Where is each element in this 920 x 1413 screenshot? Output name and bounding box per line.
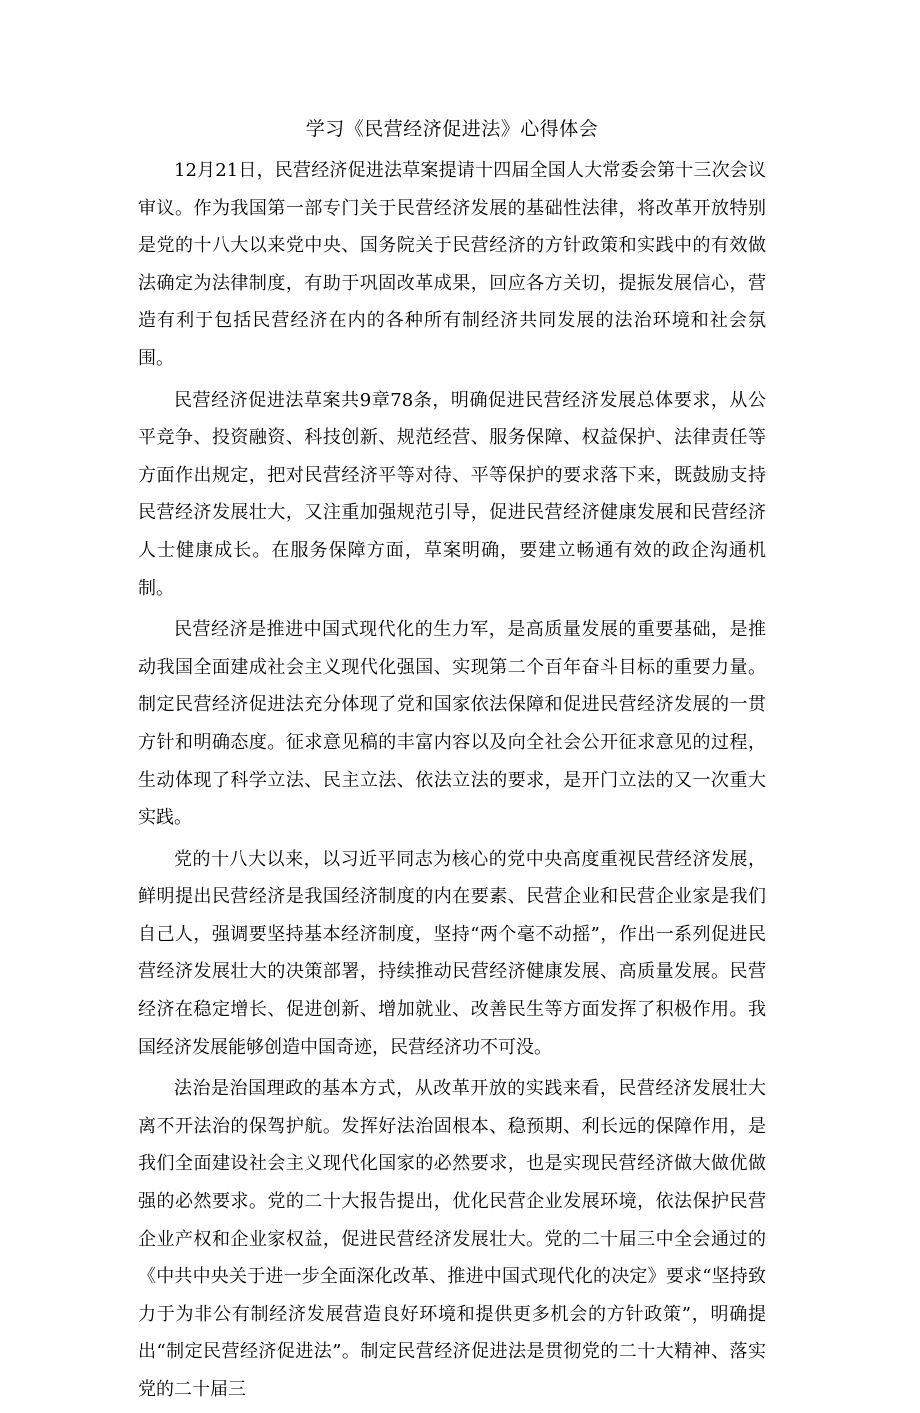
paragraph-3: 民营经济是推进中国式现代化的生力军，是高质量发展的重要基础，是推动我国全面建成社会主义现代化强国、实现第二个百年奋斗目标的重要力量。制定民营经济促进法充分体现了党和国家依法保障和促进民营经济发展的一贯方针和明确态度。征求意见稿的丰富内容以及向全社会公开征求意见的过程，生动体现了科学立法、民主立法、依法立法的要求，是开门立法的又一次重大实践。 (138, 619, 766, 829)
document-body (138, 112, 766, 1413)
document-title: 学习《民营经济促进法》心得体会 (305, 118, 599, 140)
paragraph-2: 民营经济促进法草案共9章78条，明确促进民营经济发展总体要求，从公平竞争、投资融资、科技创新、规范经营、服务保障、权益保护、法律责任等方面作出规定，把对民营经济平等对待、平等保护的要求落下来，既鼓励支持民营经济发展壮大，又注重加强规范引导，促进民营经济健康发展和民营经济人士健康成长。在服务保障方面，草案明确，要建立畅通有效的政企沟通机制。 (138, 389, 766, 599)
paragraph-1: 12月21日，民营经济促进法草案提请十四届全国人大常委会第十三次会议审议。作为我国第一部专门关于民营经济发展的基础性法律，将改革开放特别是党的十八大以来党中央、国务院关于民营经济的方针政策和实践中的有效做法确定为法律制度，有助于巩固改革成果，回应各方关切，提振发展信心，营造有利于包括民营经济在内的各种所有制经济共同发展的法治环境和社会氛围。 (138, 160, 766, 369)
paragraph-5: 法治是治国理政的基本方式，从改革开放的实践来看，民营经济发展壮大离不开法治的保驾护航。发挥好法治固根本、稳预期、利长远的保障作用，是我们全面建设社会主义现代化国家的必然要求，也是实现民营经济做大做优做强的必然要求。党的二十大报告提出，优化民营企业发展环境，依法保护民营企业产权和企业家权益，促进民营经济发展壮大。党的二十届三中全会通过的《中共中央关于进一步全面深化改革、推进中国式现代化的决定》要求“坚持致力于为非公有制经济发展营造良好环境和提供更多机会的方针政策”，明确提出“制定民营经济促进法”。制定民营经济促进法是贯彻党的二十大精神、落实党的二十届三 (138, 1078, 766, 1400)
paragraph-4: 党的十八大以来，以习近平同志为核心的党中央高度重视民营经济发展，鲜明提出民营经济是我国经济制度的内在要素、民营企业和民营企业家是我们自己人，强调要坚持基本经济制度，坚持“两个毫不动摇”，作出一系列促进民营经济发展壮大的决策部署，持续推动民营经济健康发展、高质量发展。民营经济在稳定增长、促进创新、增加就业、改善民生等方面发挥了积极作用。我国经济发展能够创造中国奇迹，民营经济功不可没。 (138, 848, 766, 1058)
